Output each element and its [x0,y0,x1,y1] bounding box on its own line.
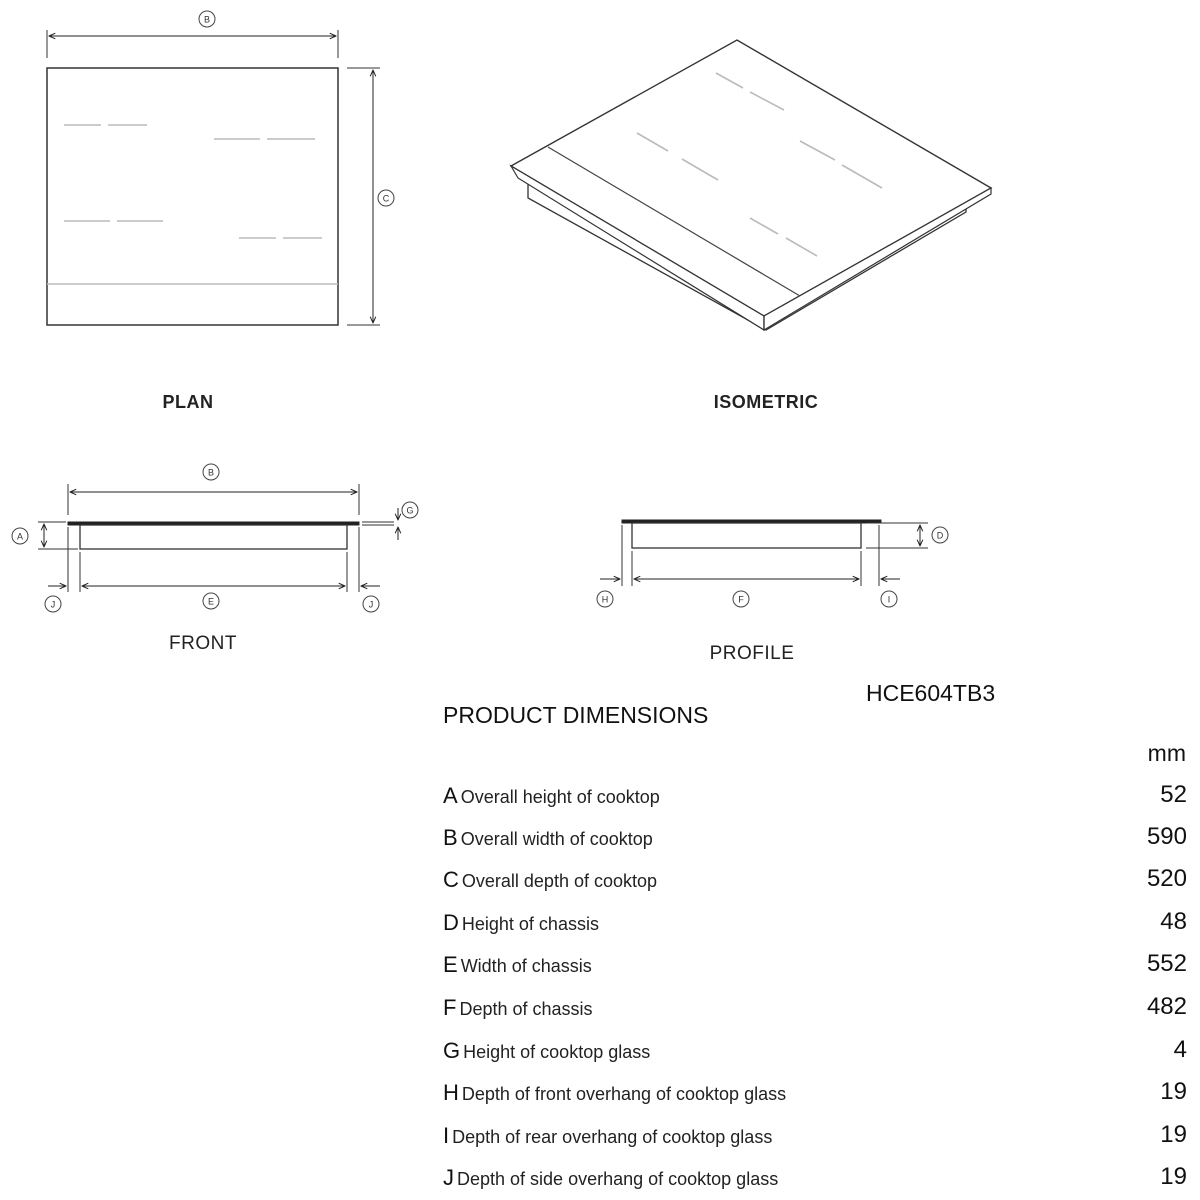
row-letter: J [443,1165,454,1190]
svg-text:J: J [50,599,56,610]
front-callout-a [12,528,28,544]
svg-text:J: J [368,599,374,610]
dimension-row-g [443,1038,1187,1068]
dimension-row-h [443,1080,1187,1110]
row-letter: H [443,1080,459,1105]
plan-cooktop-outline [47,68,338,325]
isometric-view [511,40,991,330]
front-callout-b [203,464,219,480]
svg-text:B: B [207,467,215,478]
svg-text:F: F [738,594,744,605]
row-value: 19 [1160,1078,1187,1105]
unit-label: mm [1147,740,1186,766]
dimension-row-b [443,825,1187,855]
dimension-row-e [443,952,1187,982]
front-chassis [80,525,347,549]
svg-text:E: E [207,596,215,607]
row-value: 19 [1160,1121,1187,1148]
plan-callout-b [199,11,215,27]
dimensions-title: PRODUCT DIMENSIONS [443,702,709,728]
row-letter: E [443,952,458,977]
profile-callout-i [881,591,897,607]
dimension-row-f [443,995,1187,1025]
row-value: 552 [1146,950,1187,977]
row-value: 4 [1173,1036,1187,1063]
svg-text:D: D [936,530,944,541]
row-letter: I [443,1123,450,1148]
row-label: Depth of front overhang of cooktop glass [461,1084,787,1104]
dimension-row-d [443,910,1187,940]
plan-zone-marks [64,125,322,238]
front-callout-j-right [363,596,379,612]
isometric-label: ISOMETRIC [713,392,819,412]
iso-glass-top [511,40,991,316]
profile-label: PROFILE [709,643,795,664]
row-letter: G [443,1038,461,1063]
row-value: 19 [1160,1163,1187,1190]
svg-text:I: I [887,594,891,605]
dimension-row-i [443,1123,1187,1153]
row-label: Overall width of cooktop [460,829,653,849]
row-value: 52 [1160,781,1187,808]
row-letter: C [443,867,459,892]
row-letter: B [443,825,458,850]
row-label: Depth of chassis [459,999,593,1019]
row-value: 590 [1146,823,1187,850]
row-value: 482 [1146,993,1187,1020]
svg-text:C: C [382,193,390,204]
row-label: Depth of rear overhang of cooktop glass [452,1127,773,1147]
row-label: Width of chassis [460,956,592,976]
row-value: 48 [1160,908,1187,935]
profile-chassis [632,523,861,548]
svg-text:A: A [16,531,24,542]
model-number: HCE604TB3 [866,680,996,706]
profile-callout-d [932,527,948,543]
front-callout-e [203,593,219,609]
row-label: Overall depth of cooktop [461,871,658,891]
row-label: Overall height of cooktop [460,787,660,807]
row-label: Height of cooktop glass [463,1042,651,1062]
profile-callout-h [597,591,613,607]
row-letter: F [443,995,457,1020]
dimension-row-a [443,783,1187,813]
plan-view [47,11,394,325]
front-label: FRONT [169,633,237,654]
row-letter: A [443,783,458,808]
svg-text:H: H [601,594,609,605]
dimension-row-c [443,867,1187,897]
profile-view [597,520,948,607]
row-label: Depth of side overhang of cooktop glass [457,1169,779,1189]
front-view [12,464,418,612]
row-value: 520 [1146,865,1187,892]
plan-callout-c [378,190,394,206]
plan-label: PLAN [162,392,214,412]
front-callout-g [402,502,418,518]
profile-callout-f [733,591,749,607]
row-letter: D [443,910,459,935]
svg-text:G: G [406,505,414,516]
svg-text:B: B [203,14,211,25]
dimension-row-j [443,1165,1187,1195]
row-label: Height of chassis [461,914,599,934]
front-callout-j-left [45,596,61,612]
